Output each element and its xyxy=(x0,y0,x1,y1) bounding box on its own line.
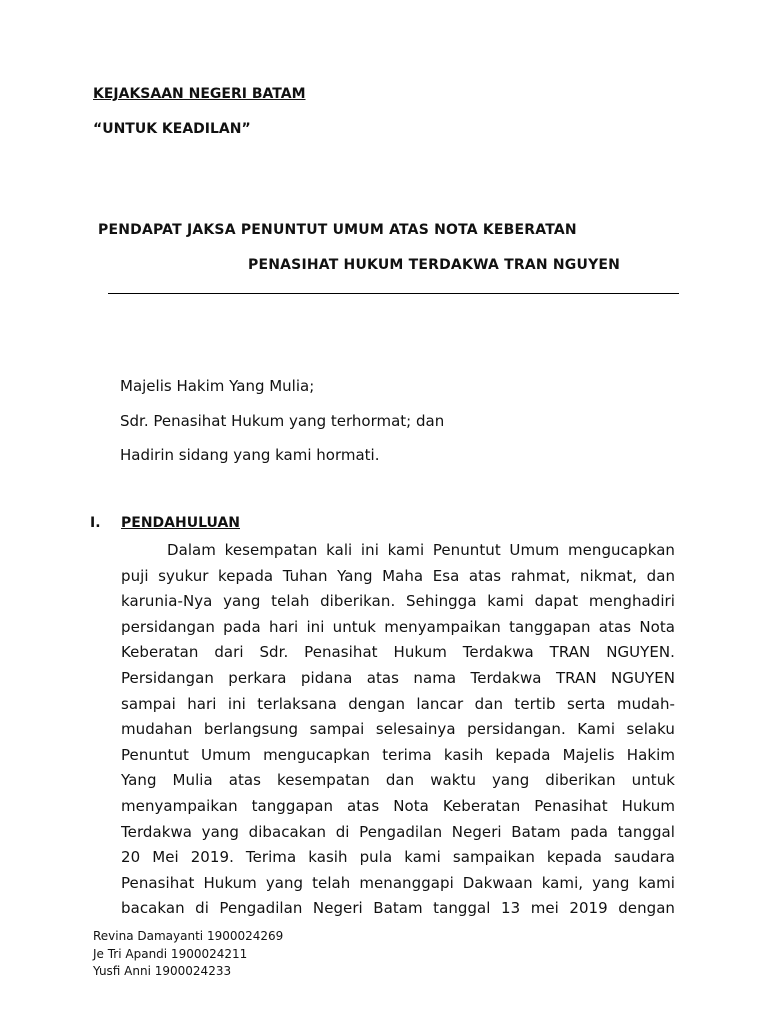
salutation-line1: Majelis Hakim Yang Mulia; xyxy=(120,377,315,395)
footer-author3: Yusfi Anni 1900024233 xyxy=(93,964,232,978)
title-divider xyxy=(108,293,679,294)
document-title-line1: PENDAPAT JAKSA PENUNTUT UMUM ATAS NOTA KEBERATAN xyxy=(98,222,577,238)
body-line: Dalam kesempatan kali ini kami Penuntut Umum mengucapkan xyxy=(167,541,675,559)
body-line: mudahan berlangsung sampai selesainya persidangan. Kami selaku xyxy=(121,720,675,739)
body-line: sampai hari ini terlaksana dengan lancar dan tertib serta mudah- xyxy=(121,694,675,713)
body-line: Terdakwa yang dibacakan di Pengadilan Negeri Batam pada tanggal xyxy=(121,822,675,841)
body-line: persidangan pada hari ini untuk menyampaikan tanggapan atas Nota xyxy=(121,617,675,636)
section-body xyxy=(121,538,675,922)
body-line: Penasihat Hukum yang telah menanggapi Dakwaan kami, yang kami xyxy=(121,873,675,892)
section-heading: PENDAHULUAN xyxy=(121,515,240,531)
section-number: I. xyxy=(90,515,101,531)
footer-author1: Revina Damayanti 1900024269 xyxy=(93,929,284,943)
office-name: KEJAKSAAN NEGERI BATAM xyxy=(93,86,306,102)
body-line: Persidangan perkara pidana atas nama Terdakwa TRAN NGUYEN xyxy=(121,668,675,687)
body-line: puji syukur kepada Tuhan Yang Maha Esa atas rahmat, nikmat, dan xyxy=(121,566,675,585)
page-footer xyxy=(93,928,283,981)
body-line: bacakan di Pengadilan Negeri Batam tanggal 13 mei 2019 dengan xyxy=(121,899,675,918)
body-line: menyampaikan tanggapan atas Nota Keberatan Penasihat Hukum xyxy=(121,796,675,815)
body-line: 20 Mei 2019. Terima kasih pula kami sampaikan kepada saudara xyxy=(121,848,675,867)
body-line: Yang Mulia atas kesempatan dan waktu yang diberikan untuk xyxy=(121,771,675,790)
office-motto: “UNTUK KEADILAN” xyxy=(93,121,251,137)
salutation-line2: Sdr. Penasihat Hukum yang terhormat; dan xyxy=(120,412,445,430)
footer-author2: Je Tri Apandi 1900024211 xyxy=(93,946,248,961)
body-line: karunia-Nya yang telah diberikan. Sehingga kami dapat menghadiri xyxy=(121,592,675,611)
body-line: Penuntut Umum mengucapkan terima kasih kepada Majelis Hakim xyxy=(121,745,675,764)
body-line: Keberatan dari Sdr. Penasihat Hukum Terdakwa TRAN NGUYEN. xyxy=(121,643,675,662)
salutation-line3: Hadirin sidang yang kami hormati. xyxy=(120,446,380,464)
document-title-line2: PENASIHAT HUKUM TERDAKWA TRAN NGUYEN xyxy=(248,257,621,273)
